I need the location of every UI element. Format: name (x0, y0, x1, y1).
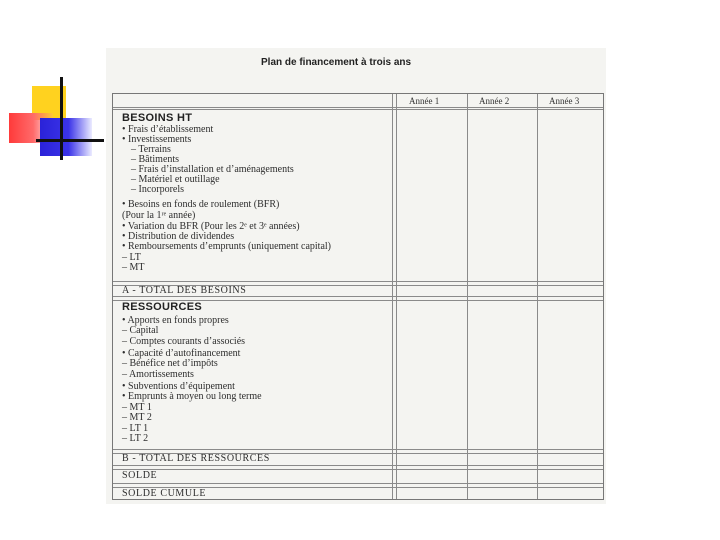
logo-blue-square (40, 118, 92, 156)
besoins-item: – Incorporels (131, 184, 185, 195)
ressources-item: – MT 1 (122, 402, 152, 413)
solde-label: SOLDE (122, 470, 158, 481)
besoins-item: – Frais d’installation et d’aménagements (131, 164, 294, 175)
financing-table (112, 93, 604, 500)
besoins-item: – Terrains (131, 144, 171, 155)
ressources-heading: RESSOURCES (122, 301, 203, 313)
besoins-item: • Besoins en fonds de roulement (BFR) (122, 199, 280, 210)
besoins-item: – LT (122, 252, 141, 263)
column-header-year-2: Année 2 (479, 96, 510, 106)
ressources-item: – Bénéfice net d’impôts (122, 358, 218, 369)
besoins-heading: BESOINS HT (122, 112, 193, 124)
besoins-item: • Remboursements d’emprunts (uniquement capital) (122, 241, 332, 252)
total-ressources-label: B - TOTAL DES RESSOURCES (122, 453, 270, 464)
decorative-logo (0, 0, 120, 170)
solde-cumule-label: SOLDE CUMULE (122, 488, 207, 499)
row-divider (113, 465, 603, 470)
ressources-item: – LT 2 (122, 433, 149, 444)
besoins-item: • Frais d’établissement (122, 124, 214, 135)
column-header-year-3: Année 3 (549, 96, 580, 106)
ressources-item: – Amortissements (122, 369, 194, 380)
total-besoins-label: A - TOTAL DES BESOINS (122, 285, 247, 296)
ressources-item: • Subventions d’équipement (122, 381, 235, 392)
besoins-item: (Pour la 1ʳᵉ année) (122, 210, 196, 221)
ressources-item: – Capital (122, 325, 159, 336)
logo-vertical-line (60, 77, 63, 160)
row-divider (113, 109, 603, 110)
ressources-item: – Comptes courants d’associés (122, 336, 246, 347)
besoins-item: • Variation du BFR (Pour les 2ᵉ et 3ᵉ années) (122, 221, 300, 232)
ressources-item: • Emprunts à moyen ou long terme (122, 391, 262, 402)
besoins-item: • Distribution de dividendes (122, 231, 235, 242)
besoins-item: – Bâtiments (131, 154, 180, 165)
besoins-item: – Matériel et outillage (131, 174, 220, 185)
besoins-item: – MT (122, 262, 145, 273)
logo-horizontal-line (36, 139, 104, 142)
ressources-item: – LT 1 (122, 423, 149, 434)
scanned-document (106, 48, 606, 504)
besoins-item: • Investissements (122, 134, 192, 145)
ressources-item: – MT 2 (122, 412, 152, 423)
ressources-item: • Capacité d’autofinancement (122, 348, 241, 359)
ressources-item: • Apports en fonds propres (122, 315, 229, 326)
row-divider (113, 107, 603, 108)
document-title: Plan de financement à trois ans (261, 57, 412, 68)
column-header-year-1: Année 1 (409, 96, 440, 106)
